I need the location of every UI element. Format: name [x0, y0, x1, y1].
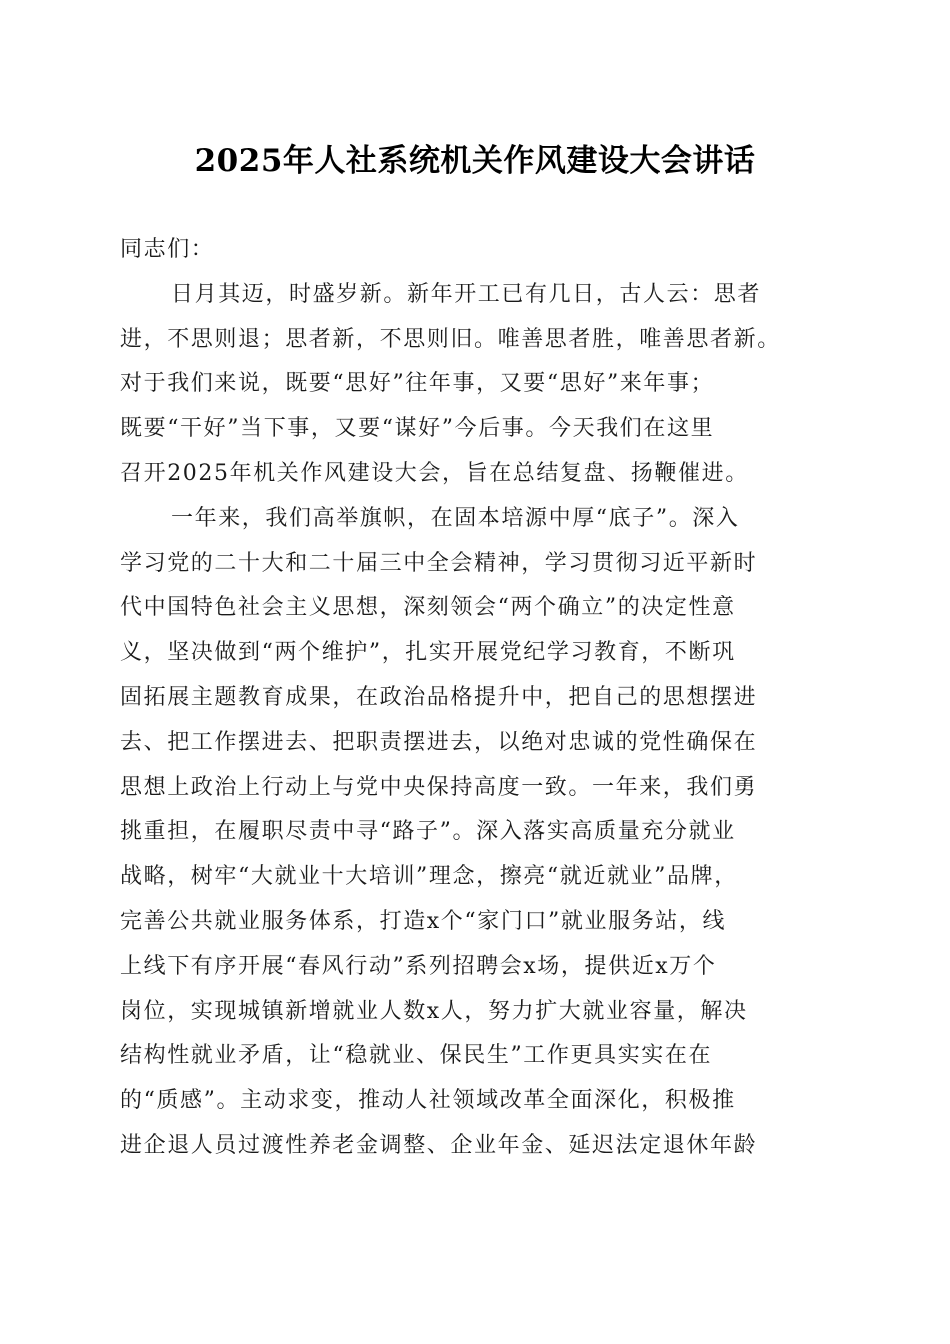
paragraph-2-line: 战略，树牢“大就业十大培训”理念，擦亮“就近就业”品牌， — [120, 864, 738, 890]
paragraph-2-line: 义，坚决做到“两个维护”，扎实开展党纪学习教育，不断巩 — [120, 640, 736, 666]
paragraph-1-line: 既要“干好”当下事，又要“谋好”今后事。今天我们在这里 — [120, 416, 715, 442]
paragraph-1-line: 对于我们来说，既要“思好”往年事，又要“思好”来年事； — [120, 371, 715, 397]
paragraph-2-line: 岗位，实现城镇新增就业人数x人，努力扩大就业容量，解决 — [120, 998, 748, 1024]
paragraph-2-line: 学习党的二十大和二十届三中全会精神，学习贯彻习近平新时 — [120, 550, 758, 576]
paragraph-2-line: 完善公共就业服务体系，打造x个“家门口”就业服务站，线 — [120, 908, 727, 934]
paragraph-2-line: 一年来，我们高举旗帜，在固本培源中厚“底子”。深入 — [171, 505, 740, 531]
paragraph-2-line: 代中国特色社会主义思想，深刻领会“两个确立”的决定性意 — [120, 595, 736, 621]
document-title: 2025年人社系统机关作风建设大会讲话 — [194, 143, 756, 179]
paragraph-2-line: 结构性就业矛盾，让“稳就业、保民生”工作更具实实在在 — [120, 1043, 713, 1069]
paragraph-2-line: 固拓展主题教育成果，在政治品格提升中，把自己的思想摆进 — [120, 684, 758, 710]
salutation: 同志们： — [120, 237, 215, 262]
paragraph-1-line: 进，不思则退；思者新，不思则旧。唯善思者胜，唯善思者新。 — [120, 326, 781, 352]
document-body — [120, 228, 840, 1169]
paragraph-2-line: 上线下有序开展“春风行动”系列招聘会x场，提供近x万个 — [120, 953, 717, 979]
paragraph-1-line: 召开2025年机关作风建设大会，旨在总结复盘、扬鞭催进。 — [120, 460, 749, 486]
paragraph-2-line: 的“质感”。主动求变，推动人社领域改革全面深化，积极推 — [120, 1088, 736, 1114]
paragraph-2-line: 进企退人员过渡性养老金调整、企业年金、延迟法定退休年龄 — [120, 1132, 758, 1158]
paragraph-2-line: 挑重担，在履职尽责中寻“路子”。深入落实高质量充分就业 — [120, 819, 736, 845]
paragraph-2-line: 思想上政治上行动上与党中央保持高度一致。一年来，我们勇 — [120, 774, 758, 800]
paragraph-1-line: 日月其迈，时盛岁新。新年开工已有几日，古人云：思者 — [171, 281, 762, 307]
paragraph-2-line: 去、把工作摆进去、把职责摆进去，以绝对忠诚的党性确保在 — [120, 729, 758, 755]
